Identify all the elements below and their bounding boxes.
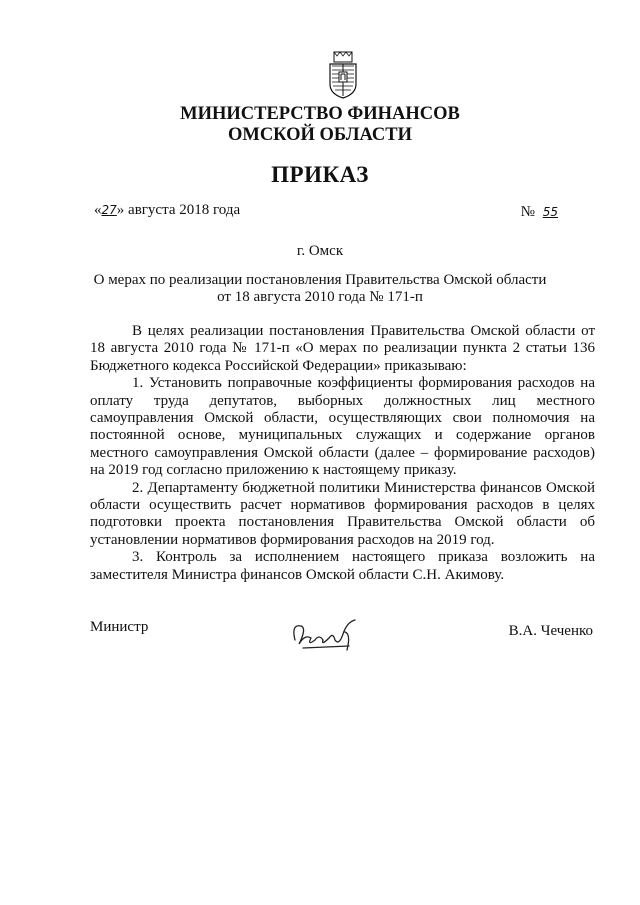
city: г. Омск xyxy=(296,243,344,259)
ministry-name-line-2: ОМСКОЙ ОБЛАСТИ xyxy=(227,125,413,145)
item-1-paragraph: 1. Установить поправочные коэффициенты формирования расходов на оплату труда депутатов, выборных должностных лиц местного самоуправления Омской области, осуществляющих свои полномочия на постоянной основе, муниципальных служащих и содержание органов местного самоуправления Омской области (далее – формирование расходов) на 2019 год согласно приложению к настоящему приказу. xyxy=(90,375,595,479)
date-close-quote: » xyxy=(116,202,125,218)
order-number xyxy=(521,204,562,221)
order-subject xyxy=(0,272,640,306)
subject-line-1: О мерах по реализации постановления Правительства Омской области xyxy=(93,272,547,288)
signatory-title: Министр xyxy=(90,619,149,635)
order-body xyxy=(90,323,595,584)
number-value: 55 xyxy=(542,205,558,219)
subject-line-2: от 18 августа 2010 года № 171-п xyxy=(217,289,423,305)
order-date xyxy=(94,202,240,219)
handwritten-signature xyxy=(285,610,365,656)
signatory-name: В.А. Чеченко xyxy=(508,623,593,639)
item-2-paragraph: 2. Департаменту бюджетной политики Министерства финансов Омской области осуществить расчет нормативов формирования расходов в целях подготовки проекта постановления Правительства Омской области об установлении нормативов формирования расходов на 2019 год. xyxy=(90,479,595,548)
item-3-paragraph: 3. Контроль за исполнением настоящего приказа возложить на заместителя Министра финансов Омской области С.Н. Акимову. xyxy=(90,549,595,583)
document-type-title: ПРИКАЗ xyxy=(271,162,369,187)
number-sign: № xyxy=(520,204,535,220)
ministry-name-line-1: МИНИСТЕРСТВО ФИНАНСОВ xyxy=(180,104,460,124)
date-day: 27 xyxy=(101,203,117,217)
preamble-paragraph: В целях реализации постановления Правительства Омской области от 18 августа 2010 года № 171-п «О мерах по реализации пункта 2 статьи 136 Бюджетного кодекса Российской Федерации» приказываю: xyxy=(90,323,595,374)
coat-of-arms-icon xyxy=(326,50,360,100)
date-open-quote: « xyxy=(94,202,102,218)
date-month-year: августа 2018 года xyxy=(124,202,241,218)
